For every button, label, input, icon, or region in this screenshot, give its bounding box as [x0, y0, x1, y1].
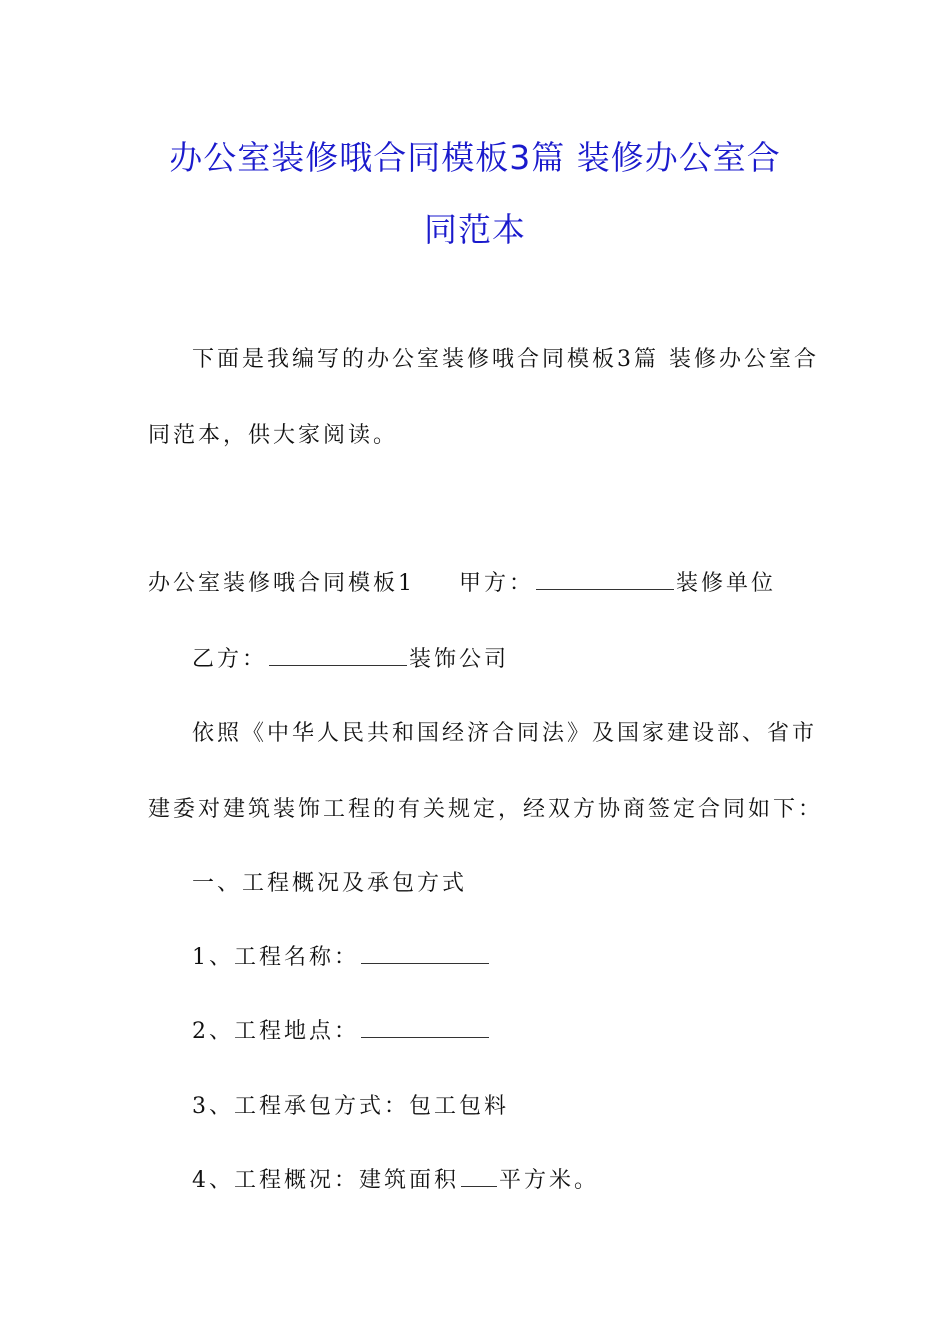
document-title-line-1: 办公室装修哦合同模板3篇 装修办公室合 — [169, 138, 781, 177]
item-2-blank — [361, 1017, 489, 1038]
item-4-prefix: 4、工程概况：建筑面积 — [192, 1168, 459, 1193]
item-4-project-overview — [192, 1166, 599, 1196]
basis-line-1: 依照《中华人民共和国经济合同法》及国家建设部、省市 — [192, 721, 818, 746]
item-3-contract-method: 3、工程承包方式：包工包料 — [192, 1094, 509, 1119]
document-title-line-2: 同范本 — [424, 210, 526, 249]
party-a-label: 甲方： — [459, 571, 535, 596]
intro-line-2: 同范本，供大家阅读。 — [148, 423, 399, 448]
item-4-area-blank — [461, 1166, 497, 1187]
item-1-project-name — [192, 943, 491, 973]
item-4-suffix: 平方米。 — [499, 1168, 600, 1193]
template-name: 办公室装修哦合同模板1 — [148, 571, 415, 596]
party-a-suffix: 装修单位 — [676, 571, 777, 596]
item-2-project-location — [192, 1017, 491, 1047]
party-b-blank — [269, 645, 407, 666]
intro-line-1: 下面是我编写的办公室装修哦合同模板3篇 装修办公室合 — [192, 347, 819, 372]
template-heading — [148, 569, 776, 599]
party-b-suffix: 装饰公司 — [409, 647, 510, 672]
item-1-label: 1、工程名称： — [192, 945, 359, 970]
party-b-line — [192, 645, 509, 675]
item-1-blank — [361, 943, 489, 964]
section-1-heading: 一、工程概况及承包方式 — [192, 871, 468, 896]
item-2-label: 2、工程地点： — [192, 1019, 359, 1044]
party-b-label: 乙方： — [192, 647, 268, 672]
party-a-blank — [536, 569, 674, 590]
basis-line-2: 建委对建筑装饰工程的有关规定，经双方协商签定合同如下： — [148, 797, 824, 822]
